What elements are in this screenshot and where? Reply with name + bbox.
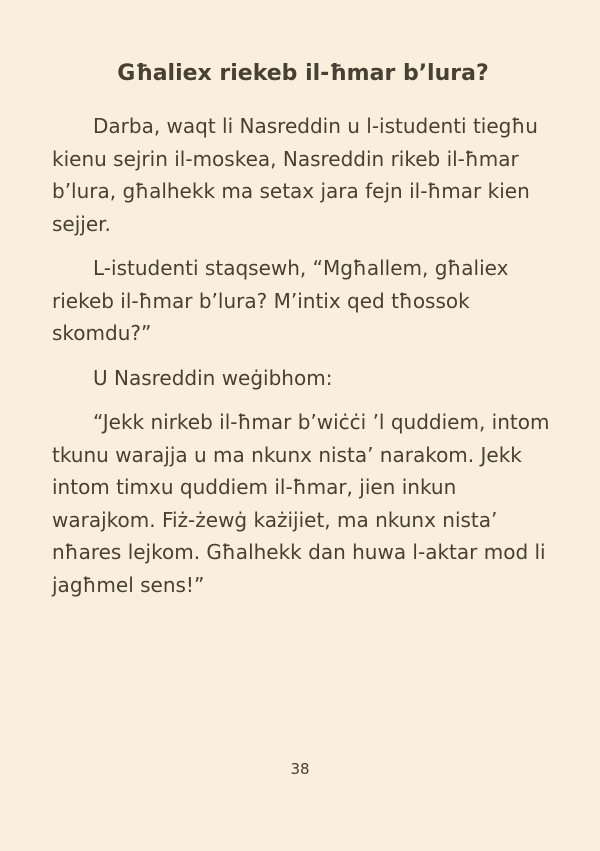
page-number: 38 bbox=[290, 760, 310, 778]
paragraph-3: U Nasreddin weġibhom: bbox=[93, 365, 333, 390]
story-body bbox=[52, 110, 552, 613]
story-title: Għaliex riekeb il-ħmar b’lura? bbox=[117, 61, 489, 86]
paragraph-1: Darba, waqt li Nasreddin u l-istudenti tiegħu kienu sejrin il-moskea, Nasreddin rikeb il-ħmar b’lura, għalhekk ma setax jara fejn il-ħmar kien sejjer. bbox=[52, 114, 538, 236]
paragraph-2: L-istudenti staqsewh, “Mgħallem, għaliex riekeb il-ħmar b’lura? M’intix qed tħossok skomdu?” bbox=[52, 256, 509, 345]
paragraph-4: “Jekk nirkeb il-ħmar b’wiċċi ’l quddiem, intom tkunu warajja u ma nkunx nista’ narakom. Jekk intom timxu quddiem il-ħmar, jien inkun warajkom. Fiż-żewġ każijiet, ma nkunx nista’ nħares lejkom. Għalhekk dan huwa l-aktar mod li jagħmel sens!” bbox=[52, 410, 550, 597]
